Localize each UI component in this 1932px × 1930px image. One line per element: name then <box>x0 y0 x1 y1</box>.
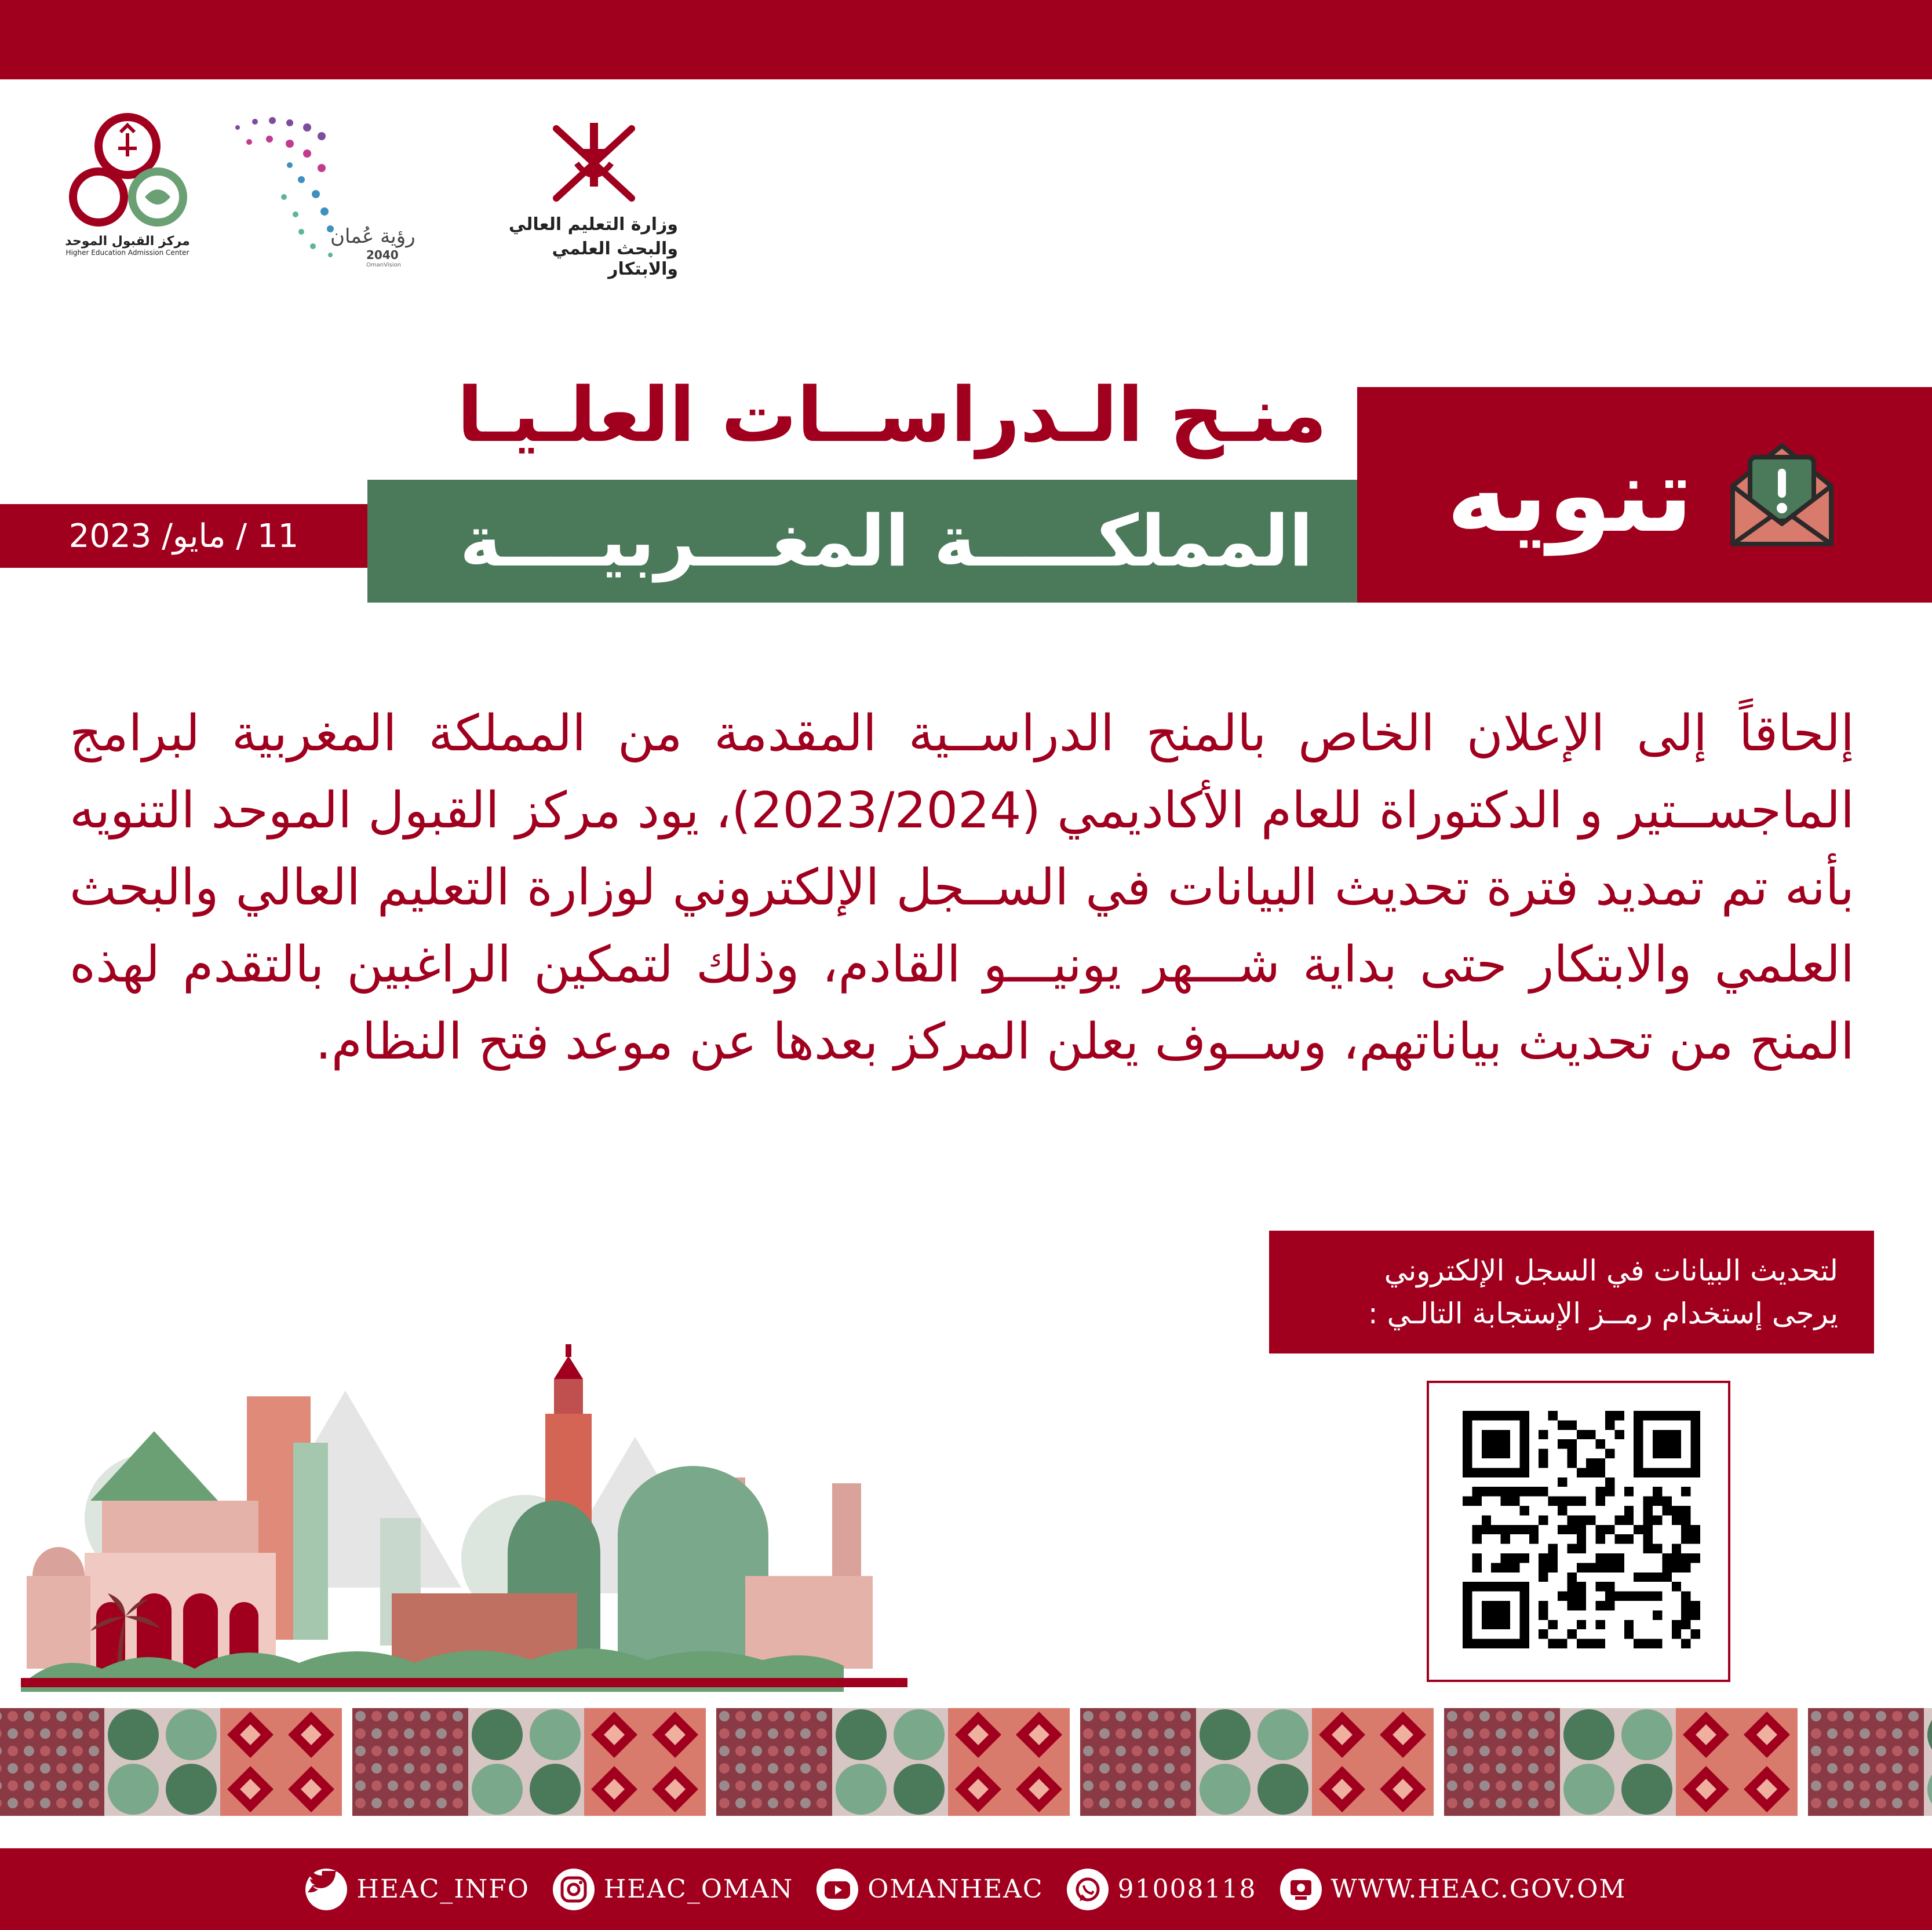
notice-label: تنويه <box>1446 435 1693 555</box>
youtube-icon <box>816 1869 858 1910</box>
heac-logo <box>58 110 197 278</box>
heac-english-name: Higher Education Admission Center <box>65 249 189 257</box>
contact-text: WWW.HEAC.GOV.OM <box>1330 1874 1627 1904</box>
decorative-pattern-strip <box>0 1708 1932 1816</box>
ministry-name-line1: وزارة التعليم العالي <box>508 214 678 235</box>
title-line-1: منـح الـدراســات العلـيـا <box>457 371 1327 459</box>
oman-vision-logo <box>214 110 458 284</box>
contact-text: OMANHEAC <box>867 1874 1044 1904</box>
notice-banner <box>1357 387 1932 603</box>
date-bar <box>0 504 367 568</box>
cta-line-2: يرجى إستخدام رمــز الإستجابة التالـي : <box>1368 1297 1838 1330</box>
web-icon <box>1280 1869 1322 1910</box>
alert-envelope-icon <box>1721 434 1843 556</box>
cta-line-1: لتحديث البيانات في السجل الإلكتروني <box>1384 1254 1838 1287</box>
cta-box <box>1269 1231 1874 1353</box>
footer-contacts <box>0 1848 1932 1930</box>
oman-emblem-icon <box>545 117 643 210</box>
contact-text: HEAC_OMAN <box>603 1874 794 1904</box>
qr-code-frame <box>1427 1381 1730 1682</box>
contact-item[interactable] <box>305 1869 529 1910</box>
contact-text: HEAC_INFO <box>356 1874 530 1904</box>
contact-item[interactable] <box>1280 1869 1627 1910</box>
whatsapp-icon <box>1067 1869 1109 1910</box>
body-paragraph: إلحاقاً إلى الإعلان الخاص بالمنح الدراســية المقدمة من المملكة المغربية لبرامج الماجســتير و الدكتوراة للعام الأكاديمي (2023/2024)، يود مركز القبول الموحد التنويه بأنه تم تمديد فترة تحديث البيانات في الســجل الإلكتروني لوزارة التعليم العالي والبحث العلمي والابتكار حتى بداية شـــهر يونيـــو القادم، وذلك لتمكين الراغبين بالتقدم لهذه المنح من تحديث بياناتهم، وســوف يعلن المركز بعدها عن موعد فتح النظام. <box>70 705 1854 1071</box>
contact-item[interactable] <box>1067 1869 1257 1910</box>
vision-dots-icon <box>214 110 458 284</box>
title-line-2: المملكـــــة المغـــربيــــة <box>460 500 1313 582</box>
title-banner <box>367 480 1357 603</box>
instagram-icon <box>553 1869 595 1910</box>
ministry-name-line2: والبحث العلمي والابتكار <box>552 239 678 279</box>
vision-year: 2040 <box>366 248 399 262</box>
heac-logo-icon <box>58 110 197 232</box>
qr-code[interactable] <box>1463 1411 1700 1648</box>
logo-row <box>58 110 695 284</box>
announcement-date: 11 / مايو/ 2023 <box>68 517 299 555</box>
heac-arabic-name: مركز القبول الموحد <box>65 234 190 249</box>
ministry-logo <box>481 117 690 285</box>
morocco-skyline-illustration <box>21 1344 907 1698</box>
vision-sub: OmanVision <box>366 262 401 268</box>
vision-label: رؤية عُمان <box>330 225 415 248</box>
twitter-icon <box>305 1869 347 1910</box>
top-band <box>0 0 1932 79</box>
contact-item[interactable] <box>816 1869 1043 1910</box>
contact-text: 91008118 <box>1117 1874 1257 1904</box>
contact-item[interactable] <box>553 1869 793 1910</box>
